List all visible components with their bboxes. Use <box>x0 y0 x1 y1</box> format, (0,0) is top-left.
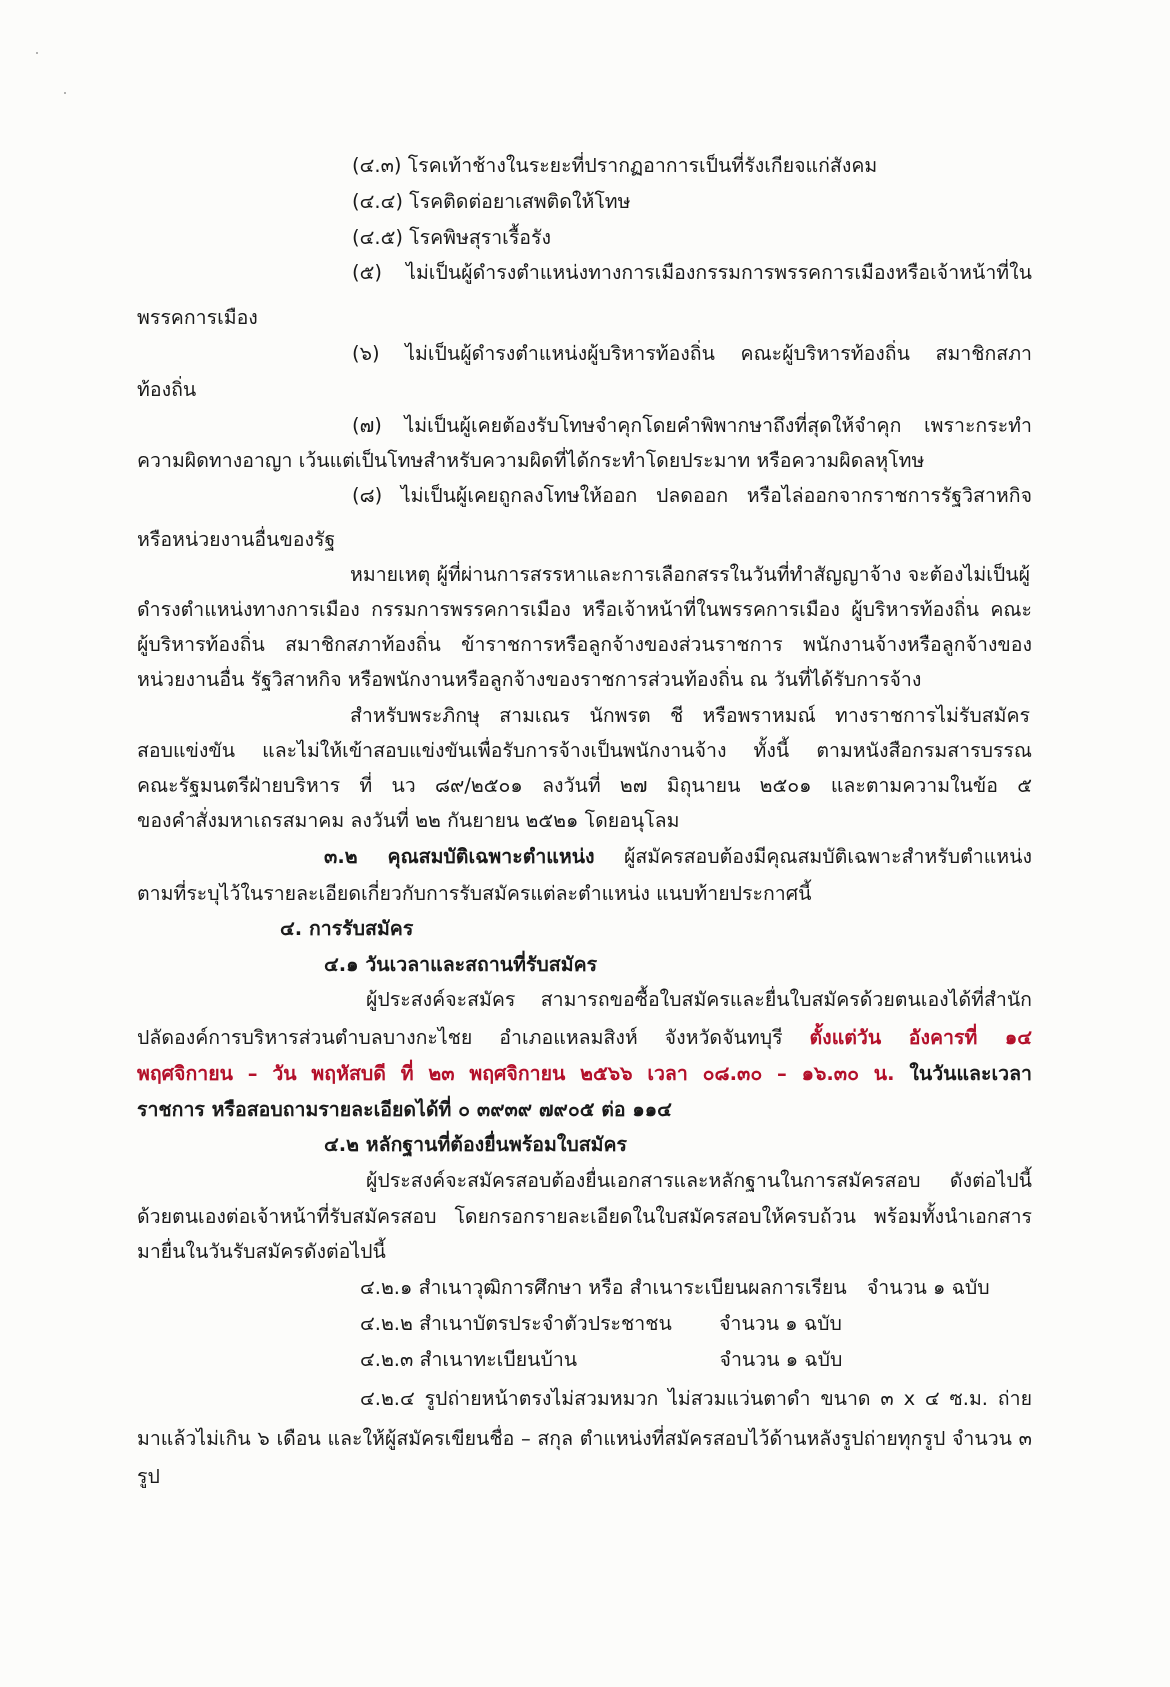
section-4-1-line-3 <box>137 1060 1032 1088</box>
item-5-cont: พรรคการเมือง <box>137 306 258 329</box>
item-6-cont: ท้องถิ่น <box>137 378 197 401</box>
office-location: ปลัดองค์การบริหารส่วนตำบลบางกะไชย อำเภอแหลมสิงห์ จังหวัดจันทบุรี <box>137 1026 810 1049</box>
document-item-label: สำเนาทะเบียนบ้าน <box>419 1348 578 1371</box>
section-4-2-heading: ๔.๒ หลักฐานที่ต้องยื่นพร้อมใบสมัคร <box>324 1133 628 1156</box>
section-3-2-heading: ๓.๒ คุณสมบัติเฉพาะตำแหน่ง <box>324 845 595 868</box>
remark-line-1: หมายเหตุ ผู้ที่ผ่านการสรรหาและการเลือกสรรในวันที่ทำสัญญาจ้าง จะต้องไม่เป็นผู้ <box>350 563 1030 586</box>
item-8-cont: หรือหน่วยงานอื่นของรัฐ <box>137 528 336 551</box>
section-3-2-line-1 <box>324 843 1032 871</box>
monks-line-4: ของคำสั่งมหาเถรสมาคม ลงวันที่ ๒๒ กันยายน ๒๕๒๑ โดยอนุโลม <box>137 809 680 832</box>
remark-line-3: ผู้บริหารท้องถิ่น สมาชิกสภาท้องถิ่น ข้าราชการหรือลูกจ้างของส่วนราชการ พนักงานจ้างหรือลูกจ้างของ <box>137 633 1032 656</box>
item-4-4: (๔.๔) โรคติดต่อยาเสพติดให้โทษ <box>352 190 631 213</box>
document-item-number: ๔.๒.๓ <box>360 1348 414 1371</box>
item-7-cont: ความผิดทางอาญา เว้นแต่เป็นโทษสำหรับความผิดที่ได้กระทำโดยประมาท หรือความผิดลหุโทษ <box>137 449 925 472</box>
item-8: (๘) ไม่เป็นผู้เคยถูกลงโทษให้ออก ปลดออก หรือไล่ออกจากราชการรัฐวิสาหกิจ <box>352 484 1032 507</box>
contact-phone: ราชการ หรือสอบถามรายละเอียดได้ที่ ๐ ๓๙๓๙ ๗๙๐๕ ต่อ ๑๑๔ <box>137 1098 672 1121</box>
scan-speck <box>36 52 38 54</box>
section-4-1-line-1: ผู้ประสงค์จะสมัคร สามารถขอซื้อใบสมัครและยื่นใบสมัครด้วยตนเองได้ที่สำนัก <box>366 988 1032 1011</box>
application-start-date: ตั้งแต่วัน อังคารที่ ๑๔ <box>809 1026 1033 1049</box>
monks-line-1: สำหรับพระภิกษุ สามเณร นักพรต ชี หรือพราหมณ์ ทางราชการไม่รับสมัคร <box>350 704 1030 727</box>
section-3-2-text: ผู้สมัครสอบต้องมีคุณสมบัติเฉพาะสำหรับตำแหน่ง <box>594 845 1032 868</box>
photo-item-line-1: ๔.๒.๔ รูปถ่ายหน้าตรงไม่สวมหมวก ไม่สวมแว่นตาดำ ขนาด ๓ x ๔ ซ.ม. ถ่าย <box>360 1387 1032 1410</box>
item-6: (๖) ไม่เป็นผู้ดำรงตำแหน่งผู้บริหารท้องถิ่น คณะผู้บริหารท้องถิ่น สมาชิกสภา <box>352 342 1032 365</box>
section-4-2-line-1: ผู้ประสงค์จะสมัครสอบต้องยื่นเอกสารและหลักฐานในการสมัครสอบ ดังต่อไปนี้ <box>366 1169 1032 1192</box>
document-item-qty: จำนวน ๑ ฉบับ <box>719 1348 843 1371</box>
monks-line-3: คณะรัฐมนตรีฝ่ายบริหาร ที่ นว ๘๙/๒๕๐๑ ลงวันที่ ๒๗ มิถุนายน ๒๕๐๑ และตามความในข้อ ๕ <box>137 774 1032 797</box>
document-item <box>360 1310 842 1338</box>
monks-line-2: สอบแข่งขัน และไม่ให้เข้าสอบแข่งขันเพื่อรับการจ้างเป็นพนักงานจ้าง ทั้งนี้ ตามหนังสือกรมสารบรรณ <box>137 739 1032 762</box>
remark-line-4: หน่วยงานอื่น รัฐวิสาหกิจ หรือพนักงานหรือลูกจ้างของราชการส่วนท้องถิ่น ณ วันที่ได้รับการจ้าง <box>137 668 922 691</box>
document-item-label: สำเนาวุฒิการศึกษา หรือ สำเนาระเบียนผลการเรียน <box>418 1276 847 1299</box>
section-4-1-heading: ๔.๑ วันเวลาและสถานที่รับสมัคร <box>324 953 598 976</box>
remark-line-2: ดำรงตำแหน่งทางการเมือง กรรมการพรรคการเมือง หรือเจ้าหน้าที่ในพรรคการเมือง ผู้บริหารท้องถิ่น คณะ <box>137 598 1032 621</box>
section-3-2-line-2: ตามที่ระบุไว้ในรายละเอียดเกี่ยวกับการรับสมัครแต่ละตำแหน่ง แนบท้ายประกาศนี้ <box>137 882 812 905</box>
document-item <box>360 1274 990 1302</box>
photo-item-line-3: รูป <box>137 1465 160 1488</box>
item-4-5: (๔.๕) โรคพิษสุราเรื้อรัง <box>352 226 551 249</box>
document-item-number: ๔.๒.๑ <box>360 1276 413 1299</box>
document-item <box>360 1346 842 1374</box>
section-4-1-line-2 <box>137 1024 1032 1052</box>
item-7: (๗) ไม่เป็นผู้เคยต้องรับโทษจำคุกโดยคำพิพากษาถึงที่สุดให้จำคุก เพราะกระทำ <box>352 414 1032 437</box>
item-5: (๕) ไม่เป็นผู้ดำรงตำแหน่งทางการเมืองกรรมการพรรคการเมืองหรือเจ้าหน้าที่ใน <box>352 261 1032 284</box>
section-4-2-line-2: ด้วยตนเองต่อเจ้าหน้าที่รับสมัครสอบ โดยกรอกรายละเอียดในใบสมัครสอบให้ครบถ้วน พร้อมทั้งนำเอกสาร <box>137 1205 1032 1228</box>
document-item-qty: จำนวน ๑ ฉบับ <box>719 1312 842 1335</box>
document-item-label: สำเนาบัตรประจำตัวประชาชน <box>419 1312 672 1335</box>
document-item-qty: จำนวน ๑ ฉบับ <box>866 1276 990 1299</box>
item-4-3: (๔.๓) โรคเท้าช้างในระยะที่ปรากฏอาการเป็นที่รังเกียจแก่สังคม <box>352 154 878 177</box>
scan-speck <box>64 92 66 94</box>
document-item-number: ๔.๒.๒ <box>360 1312 413 1335</box>
application-period: พฤศจิกายน – วัน พฤหัสบดี ที่ ๒๓ พฤศจิกายน ๒๕๖๖ เวลา ๐๘.๓๐ – ๑๖.๓๐ น. <box>137 1062 895 1085</box>
section-4-2-line-3: มายื่นในวันรับสมัครดังต่อไปนี้ <box>137 1240 386 1263</box>
office-hours-note: ในวันและเวลา <box>894 1062 1032 1085</box>
section-4-heading: ๔. การรับสมัคร <box>280 917 414 940</box>
photo-item-line-2: มาแล้วไม่เกิน ๖ เดือน และให้ผู้สมัครเขียนชื่อ – สกุล ตำแหน่งที่สมัครสอบไว้ด้านหลังรูปถ่ายทุกรูป จำนวน ๓ <box>137 1427 1032 1450</box>
